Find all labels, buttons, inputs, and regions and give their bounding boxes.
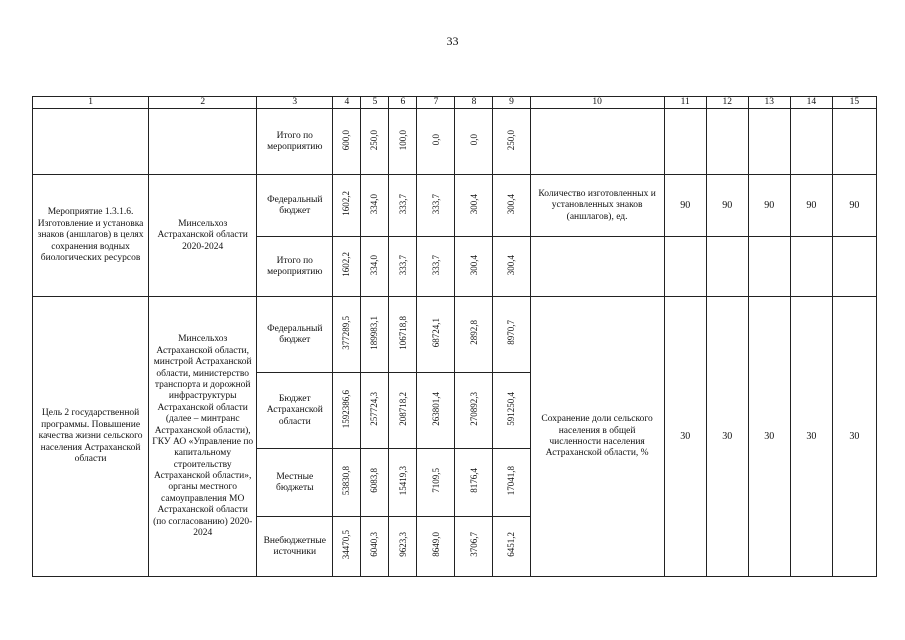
cell-value — [389, 373, 417, 449]
cell-executor — [149, 109, 257, 175]
cell-value — [455, 109, 493, 175]
value-text: 8176,4 — [468, 468, 479, 494]
cell-executor: Минсельхоз Астраханской области 2020-2024 — [149, 175, 257, 297]
col-header: 3 — [257, 97, 333, 109]
cell-value — [493, 237, 530, 297]
value-text: 250,0 — [506, 129, 517, 150]
table-row — [33, 109, 877, 175]
cell-value — [493, 175, 530, 237]
col-header: 9 — [493, 97, 530, 109]
value-text: 334,0 — [369, 193, 380, 214]
value-text: 334,0 — [369, 254, 380, 275]
col-header: 8 — [455, 97, 493, 109]
cell-value — [417, 297, 455, 373]
cell-source: Федеральный бюджет — [257, 175, 333, 237]
cell-value — [333, 237, 361, 297]
cell-value — [493, 449, 530, 517]
value-text: 300,4 — [468, 254, 479, 275]
cell-value — [333, 449, 361, 517]
value-text: 300,4 — [506, 193, 517, 214]
cell-value — [333, 373, 361, 449]
col-header: 6 — [389, 97, 417, 109]
cell-value — [493, 517, 530, 577]
cell-target — [664, 237, 706, 297]
value-text: 8649,0 — [430, 532, 441, 558]
cell-source: Внебюджетные источники — [257, 517, 333, 577]
cell-target — [748, 109, 790, 175]
cell-target: 30 — [664, 297, 706, 577]
col-header: 2 — [149, 97, 257, 109]
cell-target: 30 — [790, 297, 832, 577]
value-text: 250,0 — [369, 129, 380, 150]
cell-value — [417, 175, 455, 237]
cell-value — [361, 297, 389, 373]
cell-source: Бюджет Астраханской области — [257, 373, 333, 449]
value-text: 257724,3 — [369, 391, 380, 426]
col-header: 13 — [748, 97, 790, 109]
value-text: 1602,2 — [341, 252, 352, 278]
cell-target: 90 — [748, 175, 790, 237]
value-text: 34470,5 — [341, 530, 352, 560]
cell-value — [333, 109, 361, 175]
cell-source: Местные бюджеты — [257, 449, 333, 517]
col-header: 5 — [361, 97, 389, 109]
cell-target — [664, 109, 706, 175]
col-header: 10 — [530, 97, 664, 109]
value-text: 333,7 — [430, 193, 441, 214]
value-text: 208718,2 — [397, 391, 408, 426]
value-text: 300,4 — [506, 254, 517, 275]
cell-target: 90 — [664, 175, 706, 237]
cell-executor: Минсельхоз Астраханской области, минстрой Астраханской области, министерство транспорта и дорожной инфраструктуры Астраханской области (далее – минтранс Астраханской области), ГКУ АО «Управление по капитальному строительству Астраханской области», органы местного самоуправления МО Астраханской области (по согласованию) 2020-2024 — [149, 297, 257, 577]
cell-indicator — [530, 109, 664, 175]
cell-target — [832, 109, 876, 175]
value-text: 106718,8 — [397, 315, 408, 350]
cell-target — [790, 109, 832, 175]
cell-target — [748, 237, 790, 297]
value-text: 300,4 — [468, 193, 479, 214]
cell-value — [361, 175, 389, 237]
cell-target — [832, 237, 876, 297]
col-header: 14 — [790, 97, 832, 109]
cell-target — [706, 237, 748, 297]
value-text: 15419,3 — [397, 466, 408, 496]
cell-measure: Цель 2 государственной программы. Повышение качества жизни сельского населения Астраханской области — [33, 297, 149, 577]
value-text: 333,7 — [397, 193, 408, 214]
cell-target: 30 — [748, 297, 790, 577]
cell-value — [417, 373, 455, 449]
value-text: 6083,8 — [369, 468, 380, 494]
cell-target: 90 — [706, 175, 748, 237]
cell-source: Федеральный бюджет — [257, 297, 333, 373]
cell-value — [389, 237, 417, 297]
value-text: 263801,4 — [430, 391, 441, 426]
cell-value — [361, 109, 389, 175]
cell-value — [389, 109, 417, 175]
value-text: 2892,8 — [468, 320, 479, 346]
value-text: 9623,3 — [397, 532, 408, 558]
cell-target — [790, 237, 832, 297]
cell-target: 30 — [706, 297, 748, 577]
value-text: 3706,7 — [468, 532, 479, 558]
value-text: 68724,1 — [430, 318, 441, 348]
value-text: 270892,3 — [468, 391, 479, 426]
cell-target: 90 — [832, 175, 876, 237]
value-text: 600,0 — [341, 129, 352, 150]
cell-indicator: Сохранение доли сельского населения в общей численности населения Астраханской области, % — [530, 297, 664, 577]
value-text: 377289,5 — [341, 315, 352, 350]
program-table — [32, 96, 877, 577]
cell-value — [455, 297, 493, 373]
header-row — [33, 97, 877, 109]
cell-value — [389, 517, 417, 577]
cell-source: Итого по мероприятию — [257, 109, 333, 175]
value-text: 53830,8 — [341, 466, 352, 496]
value-text: 0,0 — [430, 134, 441, 146]
value-text: 17041,8 — [506, 466, 517, 496]
value-text: 6040,3 — [369, 532, 380, 558]
cell-target: 30 — [832, 297, 876, 577]
table-row — [33, 175, 877, 237]
cell-value — [455, 517, 493, 577]
value-text: 333,7 — [430, 254, 441, 275]
cell-value — [333, 297, 361, 373]
cell-value — [333, 175, 361, 237]
col-header: 11 — [664, 97, 706, 109]
cell-value — [455, 175, 493, 237]
col-header: 15 — [832, 97, 876, 109]
cell-value — [417, 109, 455, 175]
cell-value — [455, 373, 493, 449]
cell-value — [455, 237, 493, 297]
value-text: 189983,1 — [369, 315, 380, 350]
cell-value — [417, 517, 455, 577]
cell-value — [493, 297, 530, 373]
cell-target — [706, 109, 748, 175]
cell-value — [361, 517, 389, 577]
cell-value — [361, 373, 389, 449]
value-text: 591250,4 — [506, 391, 517, 426]
cell-value — [389, 175, 417, 237]
table-row — [33, 297, 877, 373]
cell-value — [389, 449, 417, 517]
cell-indicator — [530, 237, 664, 297]
value-text: 100,0 — [397, 129, 408, 150]
cell-measure — [33, 109, 149, 175]
col-header: 7 — [417, 97, 455, 109]
value-text: 8970,7 — [506, 320, 517, 346]
value-text: 1602,2 — [341, 191, 352, 217]
cell-target: 90 — [790, 175, 832, 237]
col-header: 1 — [33, 97, 149, 109]
cell-value — [493, 373, 530, 449]
cell-value — [361, 449, 389, 517]
value-text: 333,7 — [397, 254, 408, 275]
cell-measure: Мероприятие 1.3.1.6. Изготовление и установка знаков (аншлагов) в целях сохранения водных биологических ресурсов — [33, 175, 149, 297]
page-number: 33 — [446, 34, 459, 48]
cell-value — [493, 109, 530, 175]
col-header: 12 — [706, 97, 748, 109]
cell-value — [417, 237, 455, 297]
cell-value — [389, 297, 417, 373]
cell-indicator: Количество изготовленных и установленных знаков (аншлагов), ед. — [530, 175, 664, 237]
cell-value — [417, 449, 455, 517]
cell-value — [333, 517, 361, 577]
value-text: 7109,5 — [430, 468, 441, 494]
cell-value — [361, 237, 389, 297]
value-text: 6451,2 — [506, 532, 517, 558]
value-text: 0,0 — [468, 134, 479, 146]
cell-value — [455, 449, 493, 517]
cell-source: Итого по мероприятию — [257, 237, 333, 297]
value-text: 1592386,6 — [341, 389, 352, 428]
col-header: 4 — [333, 97, 361, 109]
